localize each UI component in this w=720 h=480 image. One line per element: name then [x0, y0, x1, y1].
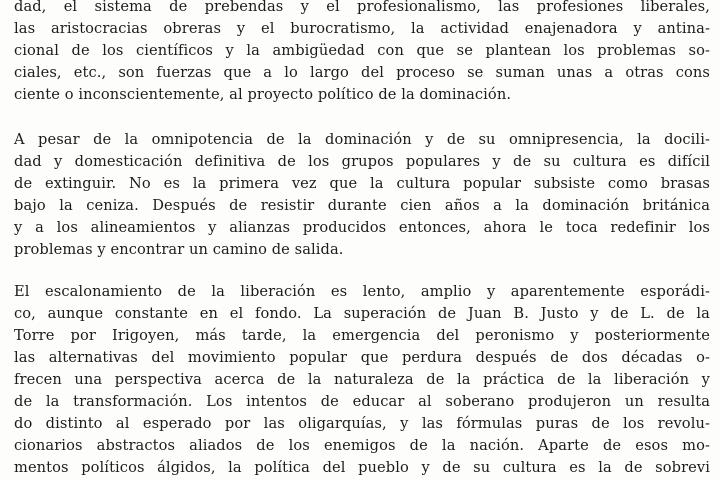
paragraph-1 — [14, 0, 710, 106]
text-line: Torre por Irigoyen, más tarde, la emergencia del peronismo y posteriormente — [14, 327, 710, 344]
text-line: problemas y encontrar un camino de salida. — [14, 241, 344, 258]
text-line: frecen una perspectiva acerca de la naturaleza de la práctica de la liberación y — [14, 371, 710, 388]
text-line: dad y domesticación definitiva de los grupos populares y de su cultura es difícil — [14, 153, 710, 170]
text-line: las alternativas del movimiento popular que perdura después de dos décadas o- — [14, 349, 710, 366]
text-line: mentos políticos álgidos, la política del pueblo y de su cultura es la de sobrevi — [14, 459, 710, 476]
text-line: ciales, etc., son fuerzas que a lo largo del proceso se suman unas a otras cons — [14, 64, 710, 81]
text-line: co, aunque constante en el fondo. La superación de Juan B. Justo y de L. de la — [14, 305, 710, 322]
paragraph-3 — [14, 281, 710, 479]
text-line: las aristocracias obreras y el burocratismo, la actividad enajenadora y antina- — [14, 20, 710, 37]
text-line: de extinguir. No es la primera vez que la cultura popular subsiste como brasas — [14, 175, 710, 192]
text-line: ciente o inconscientemente, al proyecto político de la dominación. — [14, 86, 512, 103]
paragraph-2 — [14, 129, 710, 261]
text-line: cional de los científicos y la ambigüedad con que se plantean los problemas so- — [14, 42, 710, 59]
text-line: El escalonamiento de la liberación es lento, amplio y aparentemente esporádi- — [14, 283, 710, 300]
text-line: A pesar de la omnipotencia de la dominación y de su omnipresencia, la docili- — [14, 131, 710, 148]
text-line: dad, el sistema de prebendas y el profesionalismo, las profesiones liberales, — [14, 0, 710, 15]
text-line: do distinto al esperado por las oligarquías, y las fórmulas puras de los revolu- — [14, 415, 710, 432]
text-line: de la transformación. Los intentos de educar al soberano produjeron un resulta — [14, 393, 710, 410]
text-line: bajo la ceniza. Después de resistir durante cien años a la dominación británica — [14, 197, 710, 214]
text-line: cionarios abstractos aliados de los enemigos de la nación. Aparte de esos mo- — [14, 437, 710, 454]
text-line: y a los alineamientos y alianzas producidos entonces, ahora le toca redefinir los — [14, 219, 710, 236]
